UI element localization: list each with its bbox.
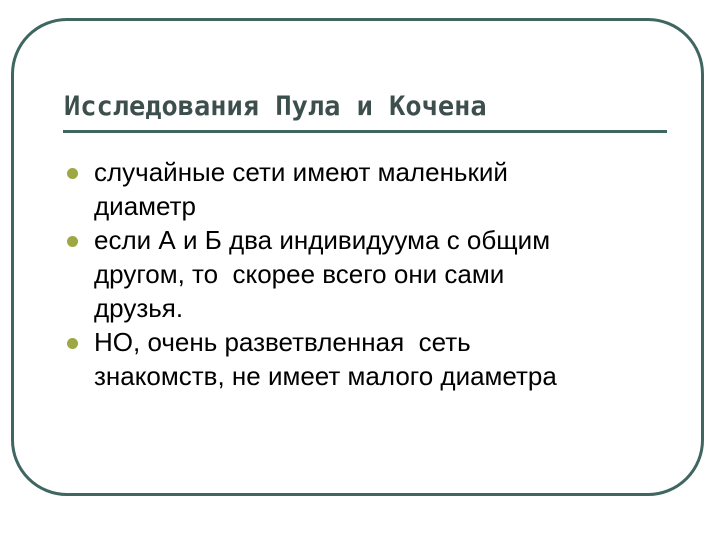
bullet-dot-icon	[67, 236, 78, 247]
bullet-text-line: знакомств, не имеет малого диаметра	[94, 361, 557, 391]
bullet-list	[62, 155, 682, 393]
bullet-item	[62, 325, 682, 393]
bullet-text-line: другом, то скорее всего они сами	[94, 259, 505, 289]
bullet-item	[62, 155, 682, 223]
bullet-item	[62, 223, 682, 325]
bullet-text-line: друзья.	[94, 293, 184, 323]
bullet-text-line: если А и Б два индивидуума с общим	[94, 225, 551, 255]
title-underline	[63, 130, 667, 133]
bullet-text-line: случайные сети имеют маленький	[94, 157, 508, 187]
bullet-text-line: диаметр	[94, 191, 196, 221]
bullet-dot-icon	[67, 338, 78, 349]
bullet-dot-icon	[67, 168, 78, 179]
slide-title: Исследования Пула и Кочена	[64, 91, 487, 122]
bullet-text-line: НО, очень разветвленная сеть	[94, 327, 471, 357]
